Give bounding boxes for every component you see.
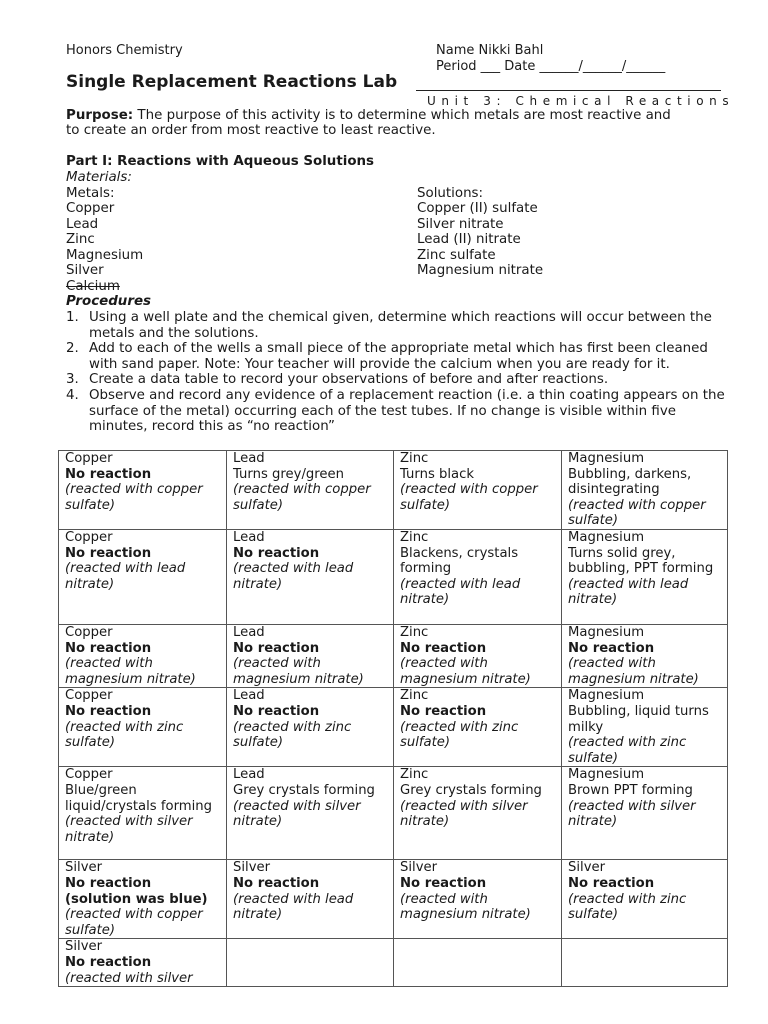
metal-item: Lead xyxy=(66,217,99,232)
cell-note: (reacted with lead nitrate) xyxy=(233,891,354,923)
cell-result: Bubbling, darkens, disintegrating xyxy=(568,466,692,498)
cell-result: Bubbling, liquid turns milky xyxy=(568,703,709,735)
table-cell xyxy=(227,451,394,530)
table-cell xyxy=(394,860,562,939)
cell-result: No reaction xyxy=(65,466,152,482)
cell-result: Grey crystals forming xyxy=(400,782,542,798)
cell-metal: Zinc xyxy=(400,688,429,704)
cell-result: No reaction xyxy=(400,875,487,891)
cell-note: (reacted with copper sulfate) xyxy=(65,907,203,938)
table-cell xyxy=(227,939,394,987)
table-row xyxy=(59,688,728,767)
table-row xyxy=(59,939,728,987)
cell-metal: Copper xyxy=(65,529,113,545)
procedure-step xyxy=(66,310,726,341)
solution-item: Copper (II) sulfate xyxy=(417,201,538,216)
procedure-step xyxy=(66,372,726,388)
table-cell xyxy=(394,939,562,987)
table-cell xyxy=(59,624,227,687)
step-text: Add to each of the wells a small piece of the appropriate metal which has first been cleaned with sand paper. Note: Your teacher will provide the calcium when you are ready for it. xyxy=(89,341,708,372)
cell-metal: Lead xyxy=(233,451,265,466)
materials-label: Materials: xyxy=(66,170,132,185)
part1-heading: Part I: Reactions with Aqueous Solutions xyxy=(66,154,375,169)
metal-item: Silver xyxy=(66,263,104,278)
table-cell xyxy=(562,624,728,687)
procedures-list xyxy=(66,310,726,435)
observations-table-body xyxy=(59,451,728,987)
cell-metal: Copper xyxy=(65,451,113,466)
cell-metal: Silver xyxy=(568,860,606,876)
cell-result: No reaction xyxy=(65,545,152,561)
cell-note: (reacted with silver nitrate) xyxy=(400,798,528,830)
cell-result: No reaction xyxy=(233,875,320,891)
cell-note: (reacted with lead nitrate) xyxy=(233,561,354,592)
cell-note: (reacted with silver nitrate) xyxy=(65,814,193,845)
observations-table xyxy=(58,450,728,987)
table-cell xyxy=(394,624,562,687)
purpose-line-2: to create an order from most reactive to least reactive. xyxy=(66,123,436,138)
cell-metal: Lead xyxy=(233,688,265,704)
cell-note: (reacted with zinc sulfate) xyxy=(568,891,687,923)
cell-metal: Lead xyxy=(233,624,265,640)
cell-metal: Silver xyxy=(65,860,103,876)
cell-note: (reacted with zinc sulfate) xyxy=(65,719,184,751)
step-number: 1. xyxy=(66,310,79,325)
table-cell xyxy=(227,624,394,687)
cell-metal: Zinc xyxy=(400,624,429,640)
table-cell xyxy=(562,451,728,530)
table-cell xyxy=(562,767,728,860)
cell-note: (reacted with lead nitrate) xyxy=(400,576,521,608)
cell-metal: Silver xyxy=(65,939,103,955)
cell-result: Brown PPT forming xyxy=(568,782,693,798)
cell-result: No reaction xyxy=(233,703,320,719)
step-number: 3. xyxy=(66,372,79,388)
table-cell xyxy=(227,860,394,939)
table-row xyxy=(59,624,728,687)
cell-metal: Copper xyxy=(65,767,113,783)
cell-note: (reacted with copper sulfate) xyxy=(65,482,203,513)
cell-result: No reaction xyxy=(65,703,152,719)
table-cell xyxy=(562,860,728,939)
solutions-label: Solutions: xyxy=(417,186,484,201)
cell-note: (reacted with magnesium nitrate) xyxy=(400,656,531,687)
document-title: Single Replacement Reactions Lab xyxy=(66,72,398,92)
cell-note: (reacted with zinc sulfate) xyxy=(568,735,687,766)
cell-metal: Magnesium xyxy=(568,624,645,640)
cell-metal: Lead xyxy=(233,767,265,783)
cell-metal: Magnesium xyxy=(568,767,645,783)
procedure-step xyxy=(66,388,726,435)
procedure-step xyxy=(66,341,726,372)
table-cell xyxy=(59,860,227,939)
solution-item: Lead (II) nitrate xyxy=(417,232,521,247)
cell-result: No reaction xyxy=(400,703,487,719)
student-name: Name Nikki Bahl xyxy=(436,43,544,58)
course-name: Honors Chemistry xyxy=(66,43,183,58)
cell-metal: Silver xyxy=(400,860,438,876)
cell-note: (reacted with magnesium nitrate) xyxy=(65,656,196,687)
table-cell xyxy=(394,529,562,624)
table-row xyxy=(59,451,728,530)
purpose-line-1 xyxy=(66,108,671,124)
table-row xyxy=(59,529,728,624)
cell-metal: Zinc xyxy=(400,767,429,783)
cell-note: (reacted with magnesium nitrate) xyxy=(400,891,531,923)
period-date-line: Period ___ Date ______/______/______ xyxy=(436,59,666,74)
cell-result: No reaction xyxy=(233,545,320,561)
metals-label: Metals: xyxy=(66,186,115,201)
procedures-heading: Procedures xyxy=(66,294,151,309)
step-number: 2. xyxy=(66,341,79,357)
metal-item: Magnesium xyxy=(66,248,144,263)
cell-metal: Copper xyxy=(65,688,113,704)
cell-note: (reacted with copper sulfate) xyxy=(233,482,371,513)
table-cell xyxy=(394,767,562,860)
table-cell xyxy=(59,767,227,860)
unit-label: Unit 3: Chemical Reactions xyxy=(427,94,735,108)
cell-note: (reacted with zinc sulfate) xyxy=(233,719,352,751)
cell-metal: Silver xyxy=(233,860,271,876)
cell-note: (reacted with silver nitrate) xyxy=(233,798,361,830)
unit-rule xyxy=(416,90,721,91)
cell-result: Blue/green liquid/crystals forming xyxy=(65,782,213,814)
table-cell xyxy=(59,688,227,767)
table-row xyxy=(59,860,728,939)
table-cell xyxy=(562,939,728,987)
table-cell xyxy=(394,451,562,530)
table-cell xyxy=(227,767,394,860)
table-cell xyxy=(227,688,394,767)
cell-result: No reaction xyxy=(233,640,320,656)
cell-result: Blackens, crystals forming xyxy=(400,545,519,577)
step-text: Observe and record any evidence of a replacement reaction (i.e. a thin coating appears on the surface of the metal) occurring each of the test tubes. If no change is visible within five minutes, record this as “no reaction” xyxy=(89,387,725,435)
solution-item: Zinc sulfate xyxy=(417,248,496,263)
cell-result: Turns black xyxy=(400,466,475,482)
cell-result: No reaction (solution was blue) xyxy=(65,875,208,907)
table-row xyxy=(59,767,728,860)
cell-note: (reacted with silver xyxy=(65,970,193,986)
cell-result: No reaction xyxy=(568,640,655,656)
table-cell xyxy=(227,529,394,624)
metal-item-struck: Calcium xyxy=(66,279,120,294)
cell-metal: Magnesium xyxy=(568,688,645,704)
purpose-text-1: The purpose of this activity is to determine which metals are most reactive and xyxy=(133,108,671,123)
solution-item: Magnesium nitrate xyxy=(417,263,544,278)
table-cell xyxy=(59,939,227,987)
table-cell xyxy=(562,529,728,624)
cell-metal: Magnesium xyxy=(568,529,645,545)
cell-result: Grey crystals forming xyxy=(233,782,375,798)
cell-note: (reacted with copper sulfate) xyxy=(568,497,706,529)
cell-result: Turns grey/green xyxy=(233,466,344,482)
cell-metal: Zinc xyxy=(400,529,429,545)
table-cell xyxy=(394,688,562,767)
cell-result: Turns solid grey, bubbling, PPT forming xyxy=(568,545,714,577)
cell-metal: Zinc xyxy=(400,451,429,466)
table-cell xyxy=(59,529,227,624)
cell-note: (reacted with zinc sulfate) xyxy=(400,719,519,751)
purpose-label: Purpose: xyxy=(66,108,134,123)
cell-metal: Magnesium xyxy=(568,451,645,466)
cell-metal: Lead xyxy=(233,529,265,545)
cell-note: (reacted with lead nitrate) xyxy=(568,576,689,608)
step-text: Using a well plate and the chemical given, determine which reactions will occur between the metals and the solutions. xyxy=(89,310,712,341)
cell-result: No reaction xyxy=(65,640,152,656)
metal-item: Copper xyxy=(66,201,115,216)
cell-note: (reacted with magnesium nitrate) xyxy=(233,656,364,687)
solution-item: Silver nitrate xyxy=(417,217,504,232)
table-cell xyxy=(562,688,728,767)
cell-note: (reacted with lead nitrate) xyxy=(65,561,186,592)
cell-result: No reaction xyxy=(400,640,487,656)
step-text: Create a data table to record your observations of before and after reactions. xyxy=(89,372,609,388)
cell-note: (reacted with silver nitrate) xyxy=(568,798,696,830)
cell-metal: Copper xyxy=(65,624,113,640)
cell-note: (reacted with magnesium nitrate) xyxy=(568,656,699,687)
cell-note: (reacted with copper sulfate) xyxy=(400,482,538,513)
step-number: 4. xyxy=(66,387,79,403)
cell-result: No reaction xyxy=(568,875,655,891)
cell-result: No reaction xyxy=(65,954,152,970)
table-cell xyxy=(59,451,227,530)
metal-item: Zinc xyxy=(66,232,95,247)
